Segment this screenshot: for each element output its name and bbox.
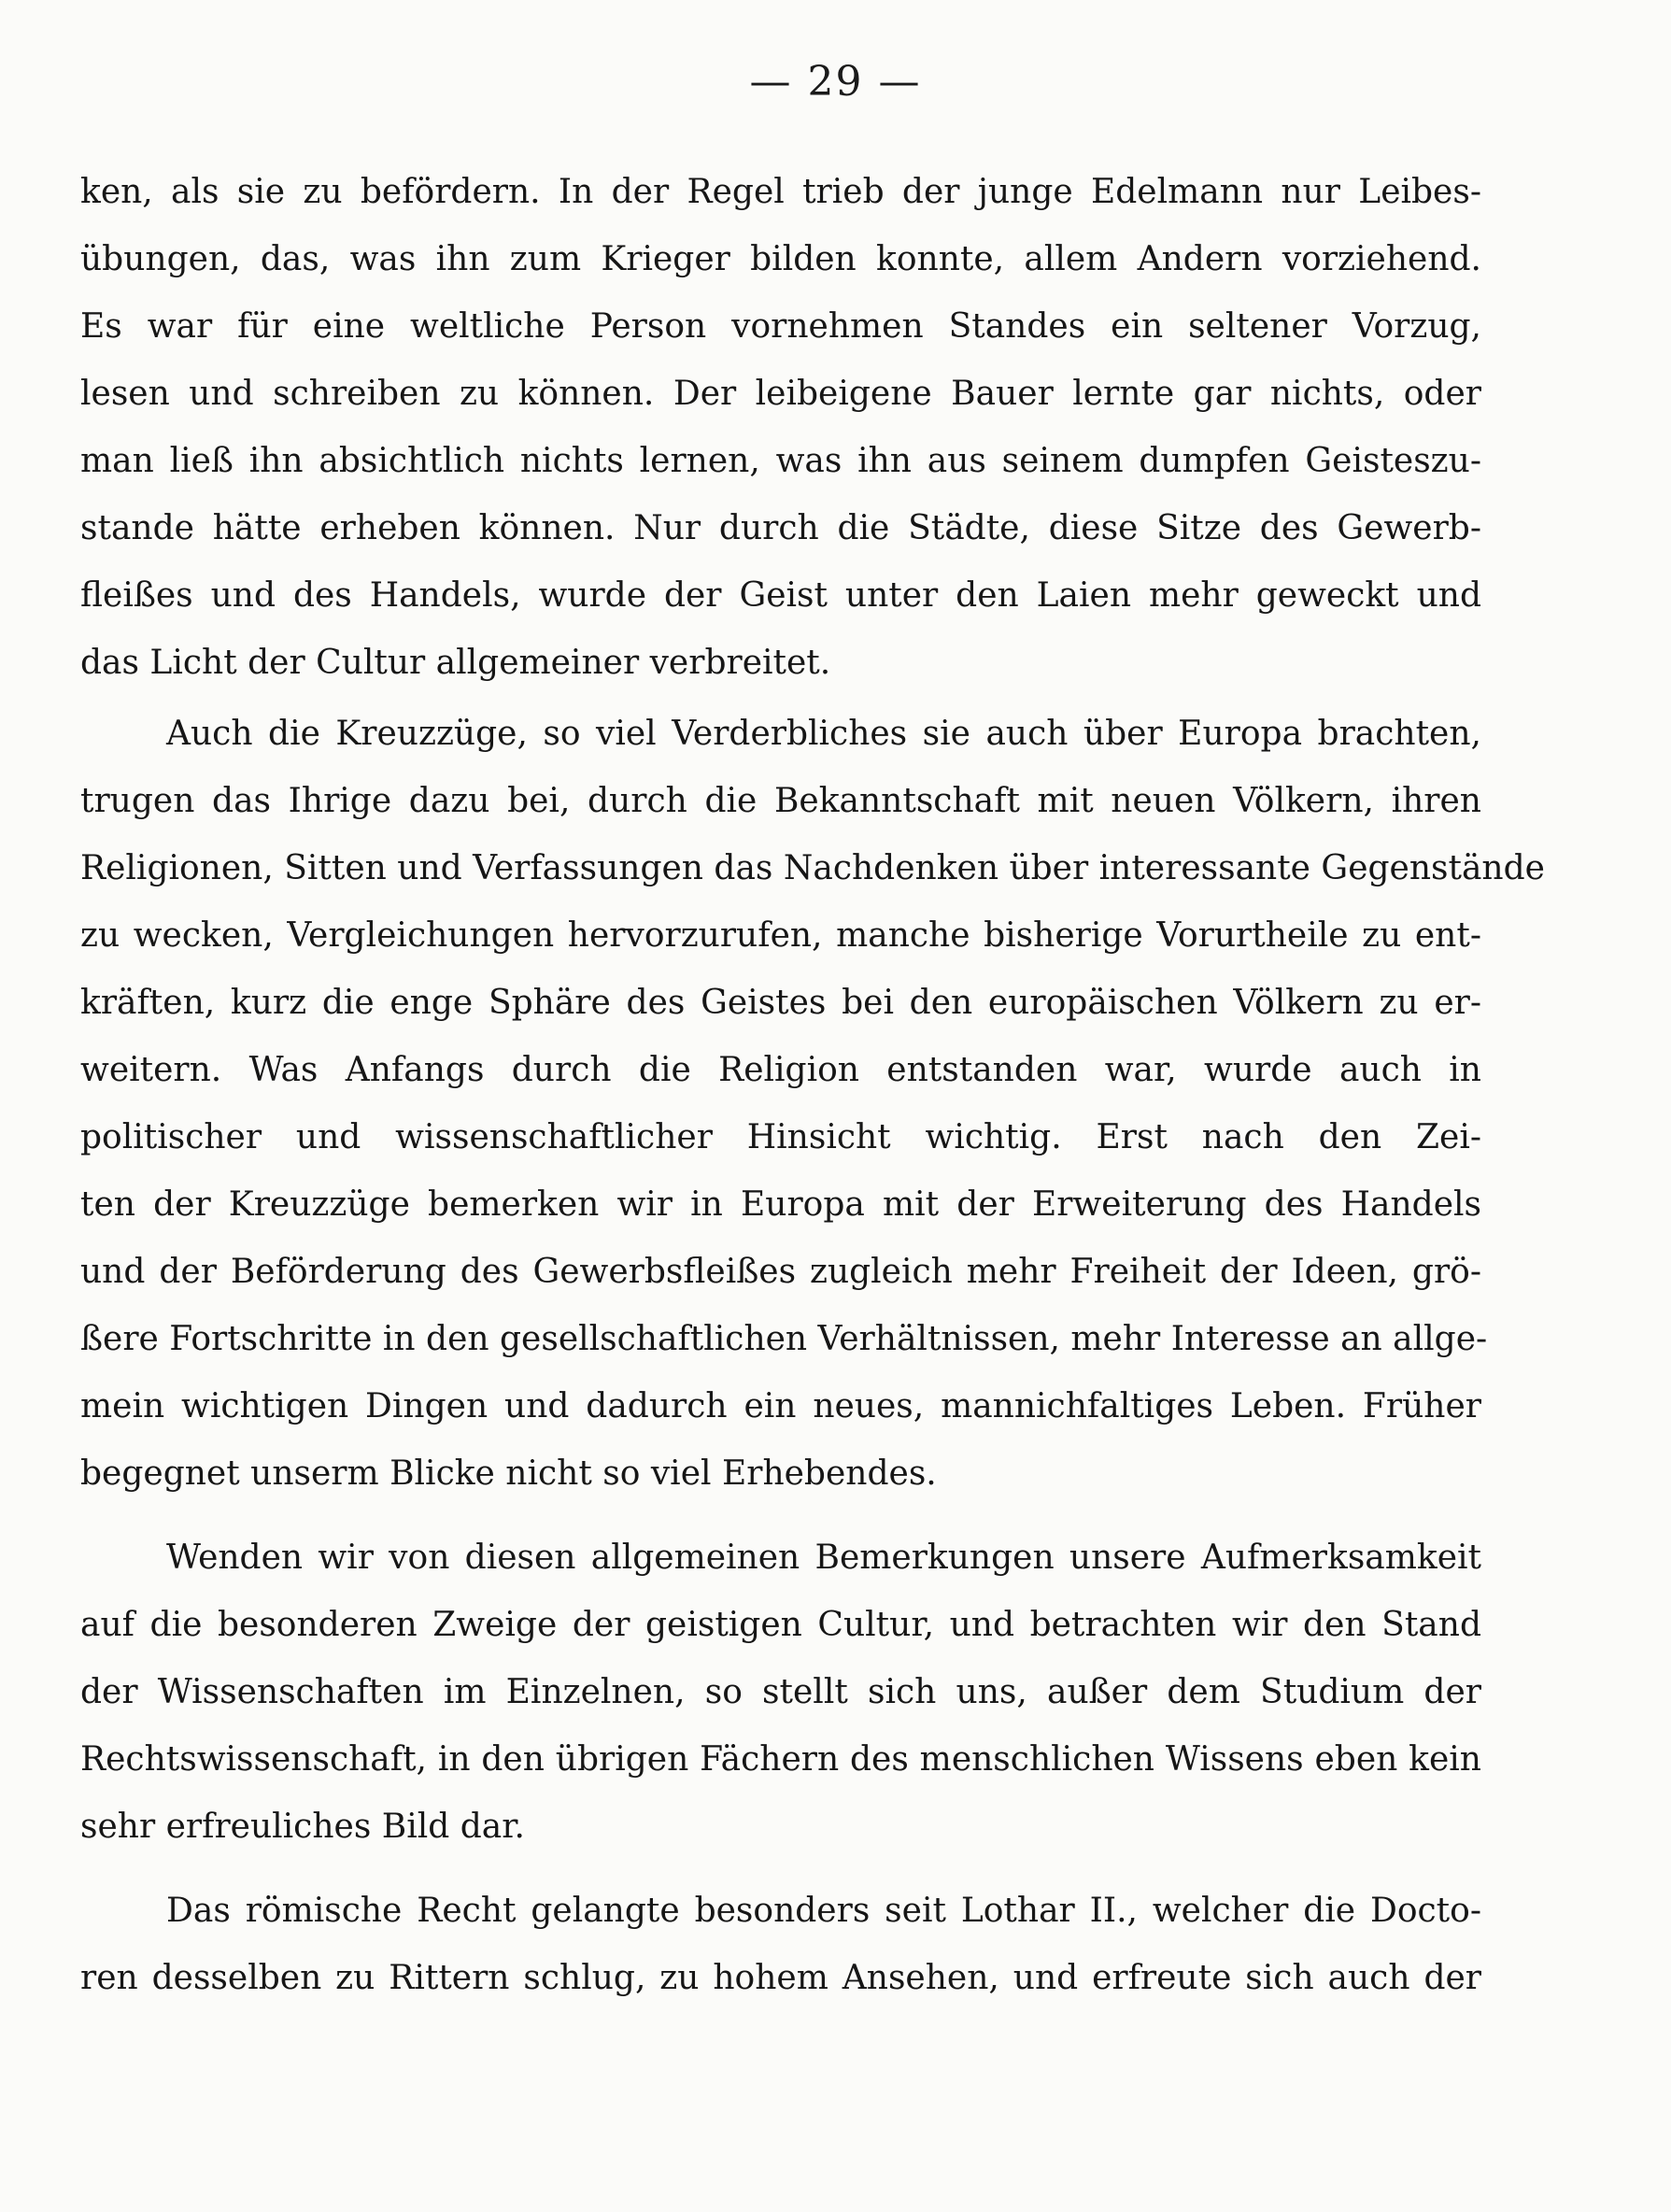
text-line: ten der Kreuzzüge bemerken wir in Europa mit der Erweiterung des Handels (80, 1185, 1481, 1224)
text-line: fleißes und des Handels, wurde der Geist unter den Laien mehr geweckt und (80, 576, 1481, 615)
text-line: trugen das Ihrige dazu bei, durch die Bekanntschaft mit neuen Völkern, ihren (80, 782, 1481, 820)
text-line: politischer und wissenschaftlicher Hinsicht wichtig. Erst nach den Zei- (80, 1118, 1481, 1156)
text-line: stande hätte erheben können. Nur durch die Städte, diese Sitze des Gewerb- (80, 509, 1481, 547)
text-line: mein wichtigen Dingen und dadurch ein neues, mannichfaltiges Leben. Früher (80, 1387, 1481, 1425)
text-line: übungen, das, was ihn zum Krieger bilden konnte, allem Andern vorziehend. (80, 240, 1481, 278)
text-line: Auch die Kreuzzüge, so viel Verderbliches sie auch über Europa brachten, (166, 715, 1481, 753)
text-line: ren desselben zu Rittern schlug, zu hohem Ansehen, und erfreute sich auch der (80, 1959, 1481, 1997)
text-line: und der Beförderung des Gewerbsfleißes zugleich mehr Freiheit der Ideen, grö- (80, 1253, 1481, 1291)
text-line: auf die besonderen Zweige der geistigen Cultur, und betrachten wir den Stand (80, 1606, 1481, 1644)
text-line: man ließ ihn absichtlich nichts lernen, was ihn aus seinem dumpfen Geisteszu- (80, 442, 1481, 480)
text-line: Wenden wir von diesen allgemeinen Bemerkungen unsere Aufmerksamkeit (166, 1538, 1481, 1577)
text-line: lesen und schreiben zu können. Der leibeigene Bauer lernte gar nichts, oder (80, 375, 1481, 413)
text-line: das Licht der Cultur allgemeiner verbreitet. (80, 644, 831, 682)
text-line: weitern. Was Anfangs durch die Religion entstanden war, wurde auch in (80, 1051, 1481, 1089)
text-line: zu wecken, Vergleichungen hervorzurufen, manche bisherige Vorurtheile zu ent- (80, 916, 1481, 955)
text-line: Rechtswissenschaft, in den übrigen Fächern des menschlichen Wissens eben kein (80, 1740, 1481, 1779)
text-line: der Wissenschaften im Einzelnen, so stellt sich uns, außer dem Studium der (80, 1673, 1481, 1711)
text-line: ßere Fortschritte in den gesellschaftlichen Verhältnissen, mehr Interesse an allge- (80, 1320, 1488, 1358)
text-line: Das römische Recht gelangte besonders seit Lothar II., welcher die Docto- (166, 1892, 1481, 1930)
text-line: Es war für eine weltliche Person vornehmen Standes ein seltener Vorzug, (80, 307, 1481, 346)
text-line: sehr erfreuliches Bild dar. (80, 1808, 525, 1846)
text-line: ken, als sie zu befördern. In der Regel trieb der junge Edelmann nur Leibes- (80, 173, 1481, 211)
page-number: — 29 — (749, 58, 922, 106)
text-line: kräften, kurz die enge Sphäre des Geistes bei den europäischen Völkern zu er- (80, 984, 1481, 1022)
text-line: Religionen, Sitten und Verfassungen das Nachdenken über interessante Gegenstände (80, 849, 1545, 887)
text-line: begegnet unserm Blicke nicht so viel Erhebendes. (80, 1454, 937, 1493)
